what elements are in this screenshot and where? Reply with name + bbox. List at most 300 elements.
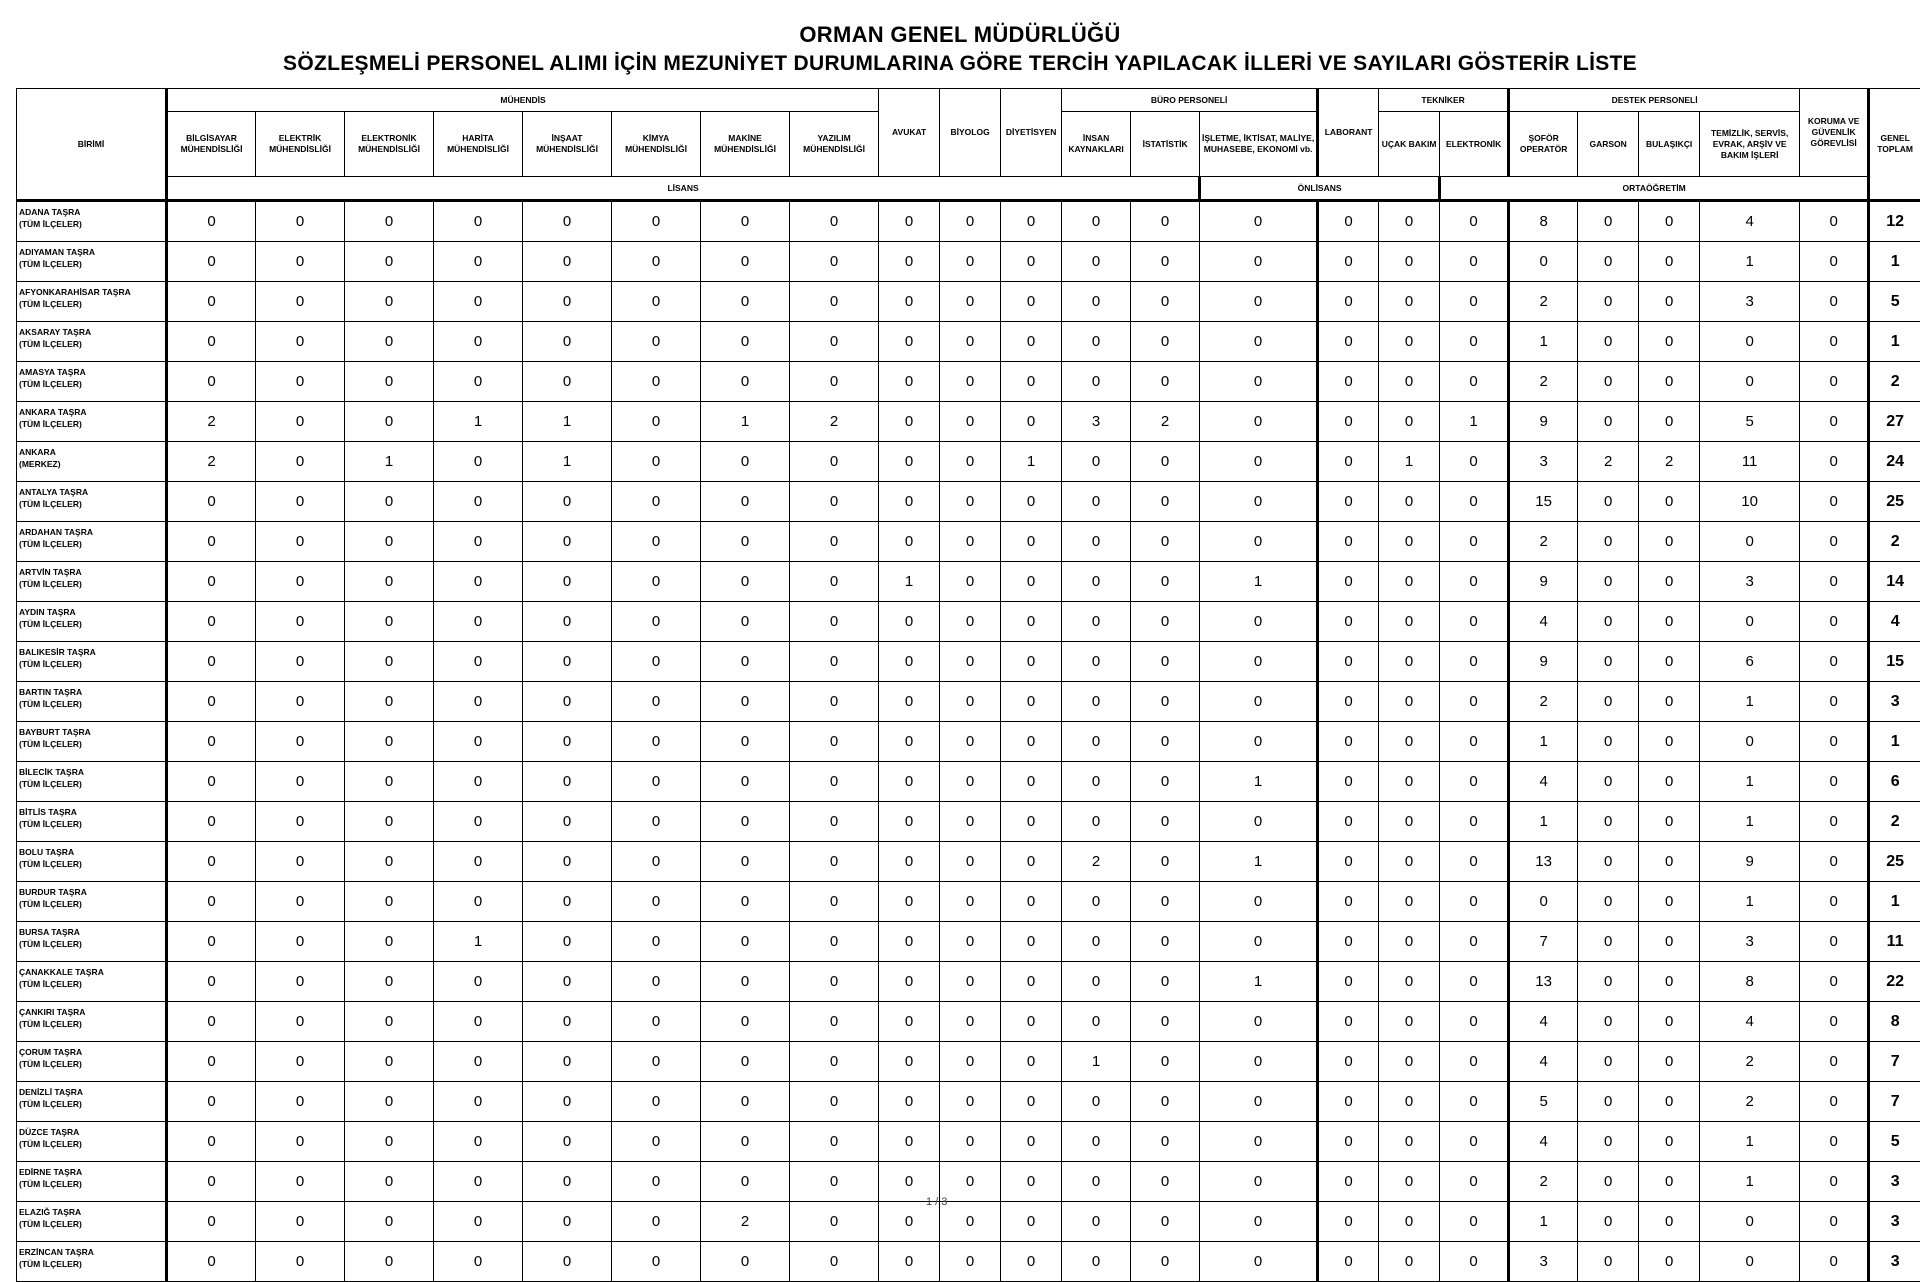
value-cell: 0 — [345, 882, 434, 922]
value-cell: 0 — [1800, 442, 1869, 482]
value-cell: 2 — [1700, 1082, 1800, 1122]
unit-cell — [17, 682, 167, 722]
value-cell: 0 — [1001, 522, 1062, 562]
value-cell: 0 — [1578, 362, 1639, 402]
value-cell: 0 — [1578, 562, 1639, 602]
value-cell: 0 — [523, 602, 612, 642]
value-cell: 0 — [879, 1002, 940, 1042]
unit-scope: (TÜM İLÇELER) — [19, 978, 165, 990]
value-cell: 0 — [790, 1122, 879, 1162]
value-cell: 0 — [345, 362, 434, 402]
value-cell: 0 — [1800, 1042, 1869, 1082]
value-cell: 2 — [1509, 282, 1578, 322]
value-cell: 0 — [940, 482, 1001, 522]
value-cell: 1 — [1700, 1122, 1800, 1162]
value-cell: 0 — [1379, 562, 1440, 602]
value-cell: 0 — [790, 201, 879, 242]
value-cell: 0 — [1379, 1202, 1440, 1242]
value-cell: 10 — [1700, 482, 1800, 522]
unit-cell — [17, 1002, 167, 1042]
value-cell: 0 — [1318, 562, 1379, 602]
value-cell: 0 — [1800, 1242, 1869, 1282]
value-cell: 0 — [1131, 1042, 1200, 1082]
unit-cell — [17, 882, 167, 922]
value-cell: 0 — [701, 642, 790, 682]
unit-cell — [17, 642, 167, 682]
value-cell: 0 — [167, 562, 256, 602]
unit-cell — [17, 201, 167, 242]
unit-cell — [17, 1202, 167, 1242]
value-cell: 0 — [1200, 402, 1318, 442]
value-cell: 0 — [1001, 602, 1062, 642]
value-cell: 0 — [940, 1042, 1001, 1082]
value-cell: 0 — [612, 1082, 701, 1122]
unit-scope: (TÜM İLÇELER) — [19, 1138, 165, 1150]
value-cell: 0 — [1379, 1082, 1440, 1122]
value-cell: 0 — [612, 242, 701, 282]
value-cell: 0 — [1001, 1042, 1062, 1082]
unit-scope: (TÜM İLÇELER) — [19, 378, 165, 390]
col-header-12: İSTATİSTİK — [1131, 112, 1200, 177]
value-cell: 0 — [1001, 402, 1062, 442]
value-cell: 0 — [1578, 201, 1639, 242]
group-buro: BÜRO PERSONELİ — [1062, 89, 1318, 112]
value-cell: 0 — [1062, 922, 1131, 962]
value-cell: 0 — [1379, 1002, 1440, 1042]
value-cell: 0 — [1379, 1122, 1440, 1162]
value-cell: 1 — [434, 922, 523, 962]
value-cell: 0 — [1800, 1202, 1869, 1242]
value-cell: 0 — [1318, 682, 1379, 722]
value-cell: 0 — [256, 802, 345, 842]
value-cell: 0 — [256, 242, 345, 282]
value-cell: 0 — [434, 482, 523, 522]
unit-scope: (TÜM İLÇELER) — [19, 778, 165, 790]
value-cell: 0 — [701, 242, 790, 282]
unit-cell — [17, 442, 167, 482]
unit-cell — [17, 522, 167, 562]
value-cell: 2 — [1062, 842, 1131, 882]
col-header-avukat: AVUKAT — [879, 89, 940, 177]
value-cell: 8 — [1509, 201, 1578, 242]
value-cell: 5 — [1700, 402, 1800, 442]
value-cell: 0 — [523, 1162, 612, 1202]
value-cell: 0 — [523, 1002, 612, 1042]
table-row — [17, 402, 1920, 442]
value-cell: 0 — [1379, 282, 1440, 322]
unit-name: AMASYA TAŞRA — [19, 366, 165, 378]
value-cell: 0 — [434, 882, 523, 922]
value-cell: 0 — [1001, 322, 1062, 362]
value-cell: 0 — [790, 562, 879, 602]
table-row — [17, 1122, 1920, 1162]
value-cell: 1 — [1700, 762, 1800, 802]
value-cell: 0 — [790, 1242, 879, 1282]
table-row — [17, 682, 1920, 722]
value-cell: 0 — [523, 1042, 612, 1082]
value-cell: 0 — [167, 1042, 256, 1082]
value-cell: 0 — [612, 1042, 701, 1082]
value-cell: 0 — [1379, 802, 1440, 842]
value-cell: 0 — [790, 1082, 879, 1122]
value-cell: 0 — [1440, 842, 1509, 882]
total-cell: 25 — [1869, 842, 1920, 882]
unit-cell — [17, 1082, 167, 1122]
value-cell: 0 — [167, 922, 256, 962]
header-birimi: BİRİMİ — [17, 89, 167, 201]
value-cell: 0 — [1440, 642, 1509, 682]
value-cell: 0 — [256, 1162, 345, 1202]
value-cell: 0 — [1062, 242, 1131, 282]
col-header-1: ELEKTRİK MÜHENDİSLİĞİ — [256, 112, 345, 177]
value-cell: 0 — [790, 242, 879, 282]
value-cell: 0 — [940, 282, 1001, 322]
unit-name: ERZİNCAN TAŞRA — [19, 1246, 165, 1258]
unit-cell — [17, 602, 167, 642]
value-cell: 0 — [1440, 1002, 1509, 1042]
value-cell: 1 — [701, 402, 790, 442]
value-cell: 0 — [1318, 522, 1379, 562]
value-cell: 0 — [1318, 842, 1379, 882]
value-cell: 0 — [1379, 722, 1440, 762]
value-cell: 0 — [1200, 722, 1318, 762]
value-cell: 0 — [256, 282, 345, 322]
value-cell: 0 — [940, 362, 1001, 402]
value-cell: 0 — [1379, 1162, 1440, 1202]
value-cell: 0 — [1800, 642, 1869, 682]
table-row — [17, 602, 1920, 642]
value-cell: 0 — [523, 1122, 612, 1162]
value-cell: 0 — [1700, 602, 1800, 642]
value-cell: 0 — [1318, 802, 1379, 842]
table-row — [17, 882, 1920, 922]
value-cell: 0 — [1800, 482, 1869, 522]
col-header-koruma: KORUMA VE GÜVENLİK GÖREVLİSİ — [1800, 89, 1869, 177]
table-row — [17, 522, 1920, 562]
value-cell: 0 — [1578, 882, 1639, 922]
value-cell: 0 — [1200, 1122, 1318, 1162]
value-cell: 0 — [940, 522, 1001, 562]
value-cell: 0 — [345, 602, 434, 642]
value-cell: 0 — [1062, 802, 1131, 842]
value-cell: 0 — [523, 762, 612, 802]
value-cell: 0 — [256, 402, 345, 442]
value-cell: 0 — [256, 1002, 345, 1042]
value-cell: 0 — [1001, 1162, 1062, 1202]
value-cell: 0 — [879, 1042, 940, 1082]
value-cell: 0 — [612, 962, 701, 1002]
total-cell: 1 — [1869, 322, 1920, 362]
value-cell: 0 — [1001, 722, 1062, 762]
value-cell: 0 — [1062, 602, 1131, 642]
value-cell: 0 — [1578, 1162, 1639, 1202]
value-cell: 0 — [167, 762, 256, 802]
value-cell: 0 — [1800, 402, 1869, 442]
value-cell: 0 — [345, 842, 434, 882]
total-cell: 2 — [1869, 522, 1920, 562]
col-header-20: TEMİZLİK, SERVİS, EVRAK, ARŞİV VE BAKIM İŞLERİ — [1700, 112, 1800, 177]
value-cell: 0 — [701, 442, 790, 482]
value-cell: 0 — [701, 1162, 790, 1202]
value-cell: 0 — [434, 442, 523, 482]
value-cell: 0 — [879, 722, 940, 762]
unit-scope: (TÜM İLÇELER) — [19, 658, 165, 670]
value-cell: 0 — [1800, 1082, 1869, 1122]
value-cell: 3 — [1062, 402, 1131, 442]
unit-scope: (TÜM İLÇELER) — [19, 898, 165, 910]
value-cell: 0 — [256, 562, 345, 602]
value-cell: 0 — [1131, 442, 1200, 482]
value-cell: 0 — [167, 282, 256, 322]
value-cell: 0 — [612, 882, 701, 922]
value-cell: 0 — [612, 402, 701, 442]
value-cell: 0 — [701, 1042, 790, 1082]
value-cell: 0 — [612, 562, 701, 602]
value-cell: 0 — [940, 882, 1001, 922]
unit-scope: (TÜM İLÇELER) — [19, 1258, 165, 1270]
value-cell: 0 — [1578, 522, 1639, 562]
value-cell: 0 — [1062, 1202, 1131, 1242]
value-cell: 3 — [1700, 562, 1800, 602]
value-cell: 0 — [1379, 402, 1440, 442]
value-cell: 0 — [1700, 522, 1800, 562]
value-cell: 0 — [1578, 1002, 1639, 1042]
value-cell: 0 — [1001, 962, 1062, 1002]
total-cell: 3 — [1869, 1202, 1920, 1242]
value-cell: 2 — [1131, 402, 1200, 442]
value-cell: 2 — [167, 402, 256, 442]
value-cell: 0 — [879, 962, 940, 1002]
value-cell: 0 — [790, 1042, 879, 1082]
unit-scope: (TÜM İLÇELER) — [19, 218, 165, 230]
value-cell: 0 — [256, 962, 345, 1002]
education-lisans: LİSANS — [167, 177, 1200, 201]
value-cell: 0 — [345, 282, 434, 322]
value-cell: 0 — [256, 1042, 345, 1082]
value-cell: 0 — [612, 282, 701, 322]
value-cell: 0 — [940, 802, 1001, 842]
value-cell: 0 — [701, 1002, 790, 1042]
value-cell: 0 — [1379, 362, 1440, 402]
value-cell: 0 — [345, 722, 434, 762]
value-cell: 0 — [256, 722, 345, 762]
unit-name: ANKARA — [19, 446, 165, 458]
unit-scope: (TÜM İLÇELER) — [19, 538, 165, 550]
value-cell: 0 — [1131, 802, 1200, 842]
value-cell: 0 — [1440, 922, 1509, 962]
value-cell: 0 — [1639, 1242, 1700, 1282]
value-cell: 0 — [1318, 1042, 1379, 1082]
value-cell: 0 — [434, 602, 523, 642]
value-cell: 0 — [256, 201, 345, 242]
unit-name: AKSARAY TAŞRA — [19, 326, 165, 338]
col-header-11: İNSAN KAYNAKLARI — [1062, 112, 1131, 177]
value-cell: 0 — [1200, 1162, 1318, 1202]
value-cell: 0 — [1200, 482, 1318, 522]
value-cell: 0 — [1131, 682, 1200, 722]
value-cell: 0 — [1379, 642, 1440, 682]
value-cell: 0 — [256, 442, 345, 482]
value-cell: 0 — [1639, 842, 1700, 882]
value-cell: 0 — [1578, 282, 1639, 322]
value-cell: 0 — [879, 682, 940, 722]
unit-scope: (TÜM İLÇELER) — [19, 418, 165, 430]
total-cell: 6 — [1869, 762, 1920, 802]
unit-scope: (TÜM İLÇELER) — [19, 858, 165, 870]
value-cell: 0 — [523, 1242, 612, 1282]
value-cell: 0 — [434, 362, 523, 402]
value-cell: 2 — [701, 1202, 790, 1242]
value-cell: 0 — [1440, 442, 1509, 482]
value-cell: 1 — [1440, 402, 1509, 442]
value-cell: 0 — [256, 482, 345, 522]
value-cell: 0 — [790, 842, 879, 882]
value-cell: 0 — [701, 1082, 790, 1122]
value-cell: 0 — [1639, 802, 1700, 842]
value-cell: 0 — [434, 1002, 523, 1042]
value-cell: 0 — [1800, 1162, 1869, 1202]
value-cell: 0 — [612, 802, 701, 842]
value-cell: 0 — [256, 682, 345, 722]
value-cell: 0 — [434, 322, 523, 362]
value-cell: 0 — [1062, 1002, 1131, 1042]
value-cell: 0 — [701, 322, 790, 362]
value-cell: 15 — [1509, 482, 1578, 522]
value-cell: 0 — [1001, 362, 1062, 402]
unit-cell — [17, 802, 167, 842]
value-cell: 1 — [523, 402, 612, 442]
value-cell: 0 — [879, 1202, 940, 1242]
group-destek: DESTEK PERSONELİ — [1509, 89, 1800, 112]
value-cell: 0 — [167, 1242, 256, 1282]
col-header-laborant: LABORANT — [1318, 89, 1379, 177]
value-cell: 0 — [1440, 762, 1509, 802]
value-cell: 0 — [1001, 1082, 1062, 1122]
value-cell: 0 — [167, 722, 256, 762]
value-cell: 0 — [940, 642, 1001, 682]
value-cell: 0 — [523, 201, 612, 242]
value-cell: 0 — [612, 362, 701, 402]
value-cell: 0 — [1440, 362, 1509, 402]
value-cell: 9 — [1509, 402, 1578, 442]
value-cell: 0 — [167, 522, 256, 562]
value-cell: 0 — [1379, 842, 1440, 882]
value-cell: 2 — [1509, 522, 1578, 562]
value-cell: 0 — [345, 402, 434, 442]
value-cell: 0 — [790, 362, 879, 402]
col-header-biyolog: BİYOLOG — [940, 89, 1001, 177]
unit-name: ARDAHAN TAŞRA — [19, 526, 165, 538]
value-cell: 0 — [434, 642, 523, 682]
value-cell: 0 — [434, 1242, 523, 1282]
value-cell: 0 — [940, 1122, 1001, 1162]
value-cell: 0 — [1440, 1202, 1509, 1242]
value-cell: 0 — [1578, 922, 1639, 962]
unit-scope: (TÜM İLÇELER) — [19, 1058, 165, 1070]
value-cell: 0 — [345, 482, 434, 522]
value-cell: 0 — [1001, 802, 1062, 842]
value-cell: 0 — [612, 1162, 701, 1202]
value-cell: 0 — [1318, 602, 1379, 642]
col-header-6: MAKİNE MÜHENDİSLİĞİ — [701, 112, 790, 177]
value-cell: 0 — [523, 482, 612, 522]
value-cell: 0 — [345, 1122, 434, 1162]
value-cell: 0 — [434, 242, 523, 282]
value-cell: 0 — [940, 201, 1001, 242]
value-cell: 0 — [1001, 242, 1062, 282]
value-cell: 0 — [790, 762, 879, 802]
table-row — [17, 1082, 1920, 1122]
value-cell: 0 — [1318, 642, 1379, 682]
value-cell: 0 — [1001, 762, 1062, 802]
table-row — [17, 1202, 1920, 1242]
value-cell: 0 — [434, 802, 523, 842]
total-cell: 5 — [1869, 1122, 1920, 1162]
value-cell: 0 — [1800, 682, 1869, 722]
unit-cell — [17, 1242, 167, 1282]
value-cell: 0 — [345, 682, 434, 722]
value-cell: 0 — [1700, 322, 1800, 362]
value-cell: 0 — [1200, 1082, 1318, 1122]
value-cell: 0 — [1578, 402, 1639, 442]
value-cell: 0 — [167, 1002, 256, 1042]
value-cell: 0 — [345, 922, 434, 962]
value-cell: 0 — [1062, 282, 1131, 322]
value-cell: 0 — [523, 642, 612, 682]
value-cell: 0 — [1062, 362, 1131, 402]
value-cell: 0 — [1379, 762, 1440, 802]
value-cell: 0 — [1800, 602, 1869, 642]
value-cell: 0 — [879, 201, 940, 242]
total-cell: 3 — [1869, 1242, 1920, 1282]
value-cell: 0 — [1578, 1202, 1639, 1242]
col-header-18: GARSON — [1578, 112, 1639, 177]
unit-name: ÇORUM TAŞRA — [19, 1046, 165, 1058]
value-cell: 4 — [1509, 1042, 1578, 1082]
value-cell: 0 — [1001, 882, 1062, 922]
value-cell: 0 — [1440, 1242, 1509, 1282]
col-header-genel-toplam: GENEL TOPLAM — [1869, 89, 1920, 201]
unit-name: BARTIN TAŞRA — [19, 686, 165, 698]
value-cell: 0 — [1318, 762, 1379, 802]
value-cell: 0 — [879, 482, 940, 522]
value-cell: 4 — [1509, 762, 1578, 802]
value-cell: 0 — [1318, 882, 1379, 922]
value-cell: 0 — [1800, 962, 1869, 1002]
value-cell: 0 — [879, 322, 940, 362]
value-cell: 0 — [256, 842, 345, 882]
unit-name: ADANA TAŞRA — [19, 206, 165, 218]
value-cell: 0 — [879, 802, 940, 842]
value-cell: 0 — [1379, 682, 1440, 722]
value-cell: 1 — [1700, 802, 1800, 842]
unit-scope: (TÜM İLÇELER) — [19, 1218, 165, 1230]
value-cell: 0 — [940, 602, 1001, 642]
total-cell: 24 — [1869, 442, 1920, 482]
value-cell: 0 — [1440, 201, 1509, 242]
value-cell: 0 — [701, 1122, 790, 1162]
value-cell: 1 — [1200, 762, 1318, 802]
value-cell: 0 — [523, 722, 612, 762]
value-cell: 13 — [1509, 842, 1578, 882]
unit-cell — [17, 242, 167, 282]
value-cell: 0 — [434, 682, 523, 722]
unit-scope: (TÜM İLÇELER) — [19, 738, 165, 750]
total-cell: 1 — [1869, 722, 1920, 762]
value-cell: 0 — [701, 762, 790, 802]
value-cell: 0 — [612, 842, 701, 882]
value-cell: 0 — [701, 882, 790, 922]
